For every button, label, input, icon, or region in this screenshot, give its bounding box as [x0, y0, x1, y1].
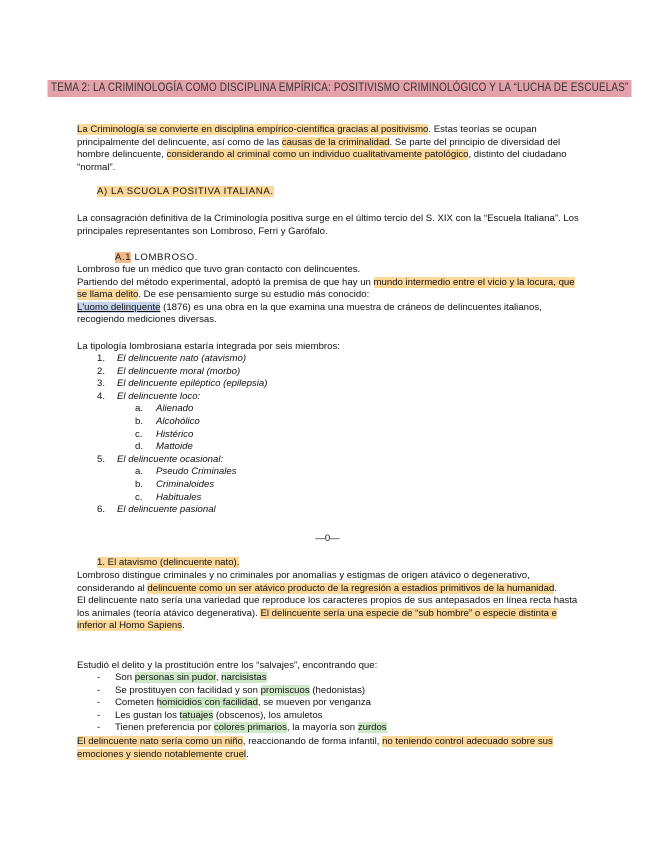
- typology-number: 6.: [97, 504, 106, 516]
- lombroso-heading-number: A.1: [115, 252, 132, 263]
- typology-item-6: [77, 504, 582, 517]
- subitem-letter: c.: [135, 491, 143, 503]
- intro-text: . Se parte del principio de diversidad del hombre delincuente,: [77, 136, 561, 161]
- subitem-letter: a.: [135, 403, 144, 415]
- typology-intro: La tipología lombrosiana estaría integrada por seis miembros:: [77, 341, 340, 352]
- typology-number: 3.: [97, 378, 106, 390]
- study-intro: Estudió el delito y la prostitución entre los “salvajes”, encontrando que:: [77, 660, 378, 671]
- document-title: TEMA 2: LA CRIMINOLOGÍA COMO DISCIPLINA EMPÍRICA: POSITIVISMO CRIMINOLÓGICO Y LA “LUCHA DE ESCUELAS”: [48, 80, 632, 97]
- finding-text: (hedonistas): [309, 684, 366, 696]
- dash-bullet: -: [97, 709, 101, 721]
- dash-bullet: -: [97, 672, 101, 683]
- finding-highlight: promiscuos: [260, 684, 310, 696]
- closing-paragraph: [77, 736, 582, 761]
- atavismo-highlight-regresion: delincuente como un ser atávico producto de la regresión a estadios primitivos de la humanidad: [147, 582, 555, 594]
- finding-highlight: personas sin pudor: [134, 672, 216, 683]
- subitem-letter: b.: [135, 478, 144, 490]
- dash-bullet: -: [97, 722, 101, 734]
- closing-text: , reaccionando de forma infantil,: [242, 736, 383, 747]
- intro-highlight-causas: causas de la criminalidad: [281, 136, 390, 148]
- section-a-heading-text: A) LA SCUOLA POSITIVA ITALIANA.: [97, 186, 274, 197]
- typology-subitem: [77, 492, 582, 505]
- finding-item: [77, 697, 582, 710]
- lombroso-line-1: Lombroso fue un médico que tuvo gran contacto con delincuentes.: [77, 264, 361, 275]
- atavismo-heading-text: 1. El atavismo (delincuente nato).: [97, 557, 240, 568]
- lombroso-line-2: [77, 277, 582, 302]
- closing-highlight-cruel: no teniendo control adecuado sobre sus emociones y siendo notablemente cruel: [77, 736, 553, 760]
- subitem-label: Histérico: [156, 428, 194, 440]
- finding-text: Se prostituyen con facilidad y son: [115, 684, 261, 696]
- lombroso-text: Partiendo del método experimental, adoptó la premisa de que hay un: [77, 276, 374, 288]
- subitem-label: Criminaloides: [156, 478, 215, 490]
- subitem-letter: d.: [135, 441, 144, 453]
- typology-subitem: [77, 429, 582, 442]
- typology-number: 1.: [97, 353, 106, 364]
- finding-text: Les gustan los: [115, 709, 180, 721]
- intro-text: , distinto del ciudadano “normal”.: [77, 149, 567, 173]
- typology-number: 2.: [97, 365, 106, 377]
- atavismo-heading: [77, 557, 582, 570]
- finding-text: ,: [215, 672, 222, 683]
- lombroso-heading-name: LOMBROSO.: [131, 252, 198, 263]
- finding-highlight: zurdos: [357, 722, 387, 734]
- intro-paragraph: [77, 124, 582, 174]
- typology-list: [77, 353, 582, 517]
- dash-bullet: -: [97, 684, 101, 696]
- section-a-paragraph: La consagración definitiva de la Criminología positiva surge en el último tercio del S. XIX con la “Escuela Italiana”. Los principales representantes son Lombroso, Ferri y Garófalo.: [77, 213, 579, 237]
- lombroso-heading: [77, 252, 582, 265]
- typology-label: El delincuente pasional: [117, 504, 216, 516]
- finding-text: , la mayoría son: [286, 722, 358, 734]
- typology-number: 4.: [97, 390, 106, 402]
- dash-bullet: -: [97, 697, 101, 709]
- subitem-label: Alienado: [156, 403, 194, 415]
- findings-list: [77, 672, 582, 735]
- finding-text: Son: [115, 672, 135, 683]
- typology-label: El delincuente moral (morbo): [117, 365, 241, 377]
- atavismo-highlight-subhombre: El delincuente sería una especie de “sub hombre” o especie distinta e inferior al Homo Sapiens: [77, 607, 557, 632]
- finding-item: [77, 710, 582, 723]
- typology-label: El delincuente ocasional:: [117, 453, 224, 465]
- lombroso-paragraph: [77, 264, 582, 327]
- book-title-uomo-delinquente: L'uomo delinquente: [77, 301, 161, 313]
- finding-item: [77, 685, 582, 698]
- typology-label: El delincuente epiléptico (epilepsia): [117, 378, 268, 390]
- finding-text: Tienen preferencia por: [115, 722, 214, 734]
- section-separator: —0—: [315, 533, 340, 544]
- subitem-letter: a.: [135, 466, 144, 478]
- subitem-label: Habituales: [156, 491, 202, 503]
- atavismo-text: Lombroso distingue criminales y no criminales por anomalías y estigmas de origen atávico o degenerativo, considerando al: [77, 570, 530, 594]
- typology-item-3: [77, 378, 582, 391]
- section-a-heading: [77, 186, 582, 199]
- typology-subitem: [77, 441, 582, 454]
- finding-highlight: narcisistas: [221, 672, 267, 683]
- subitem-letter: b.: [135, 415, 144, 427]
- typology-subitem: [77, 466, 582, 479]
- typology-item-2: [77, 366, 582, 379]
- title-container: [0, 78, 655, 97]
- typology-subitem: [77, 416, 582, 429]
- subitem-label: Pseudo Criminales: [156, 466, 237, 478]
- lombroso-text: . De ese pensamiento surge su estudio más conocido:: [138, 289, 370, 301]
- typology-subitem: [77, 479, 582, 492]
- lombroso-highlight-delito: mundo intermedio entre el vicio y la locura, que se llama delito: [77, 276, 575, 301]
- typology-number: 5.: [97, 453, 106, 465]
- subitem-letter: c.: [135, 428, 143, 440]
- atavismo-text: .: [554, 582, 557, 594]
- finding-item: [77, 722, 582, 735]
- intro-highlight-patologico: considerando al criminal como un individuo cualitativamente patológico: [166, 149, 469, 161]
- subitem-label: Mattoide: [156, 441, 193, 453]
- typology-label: El delincuente loco:: [117, 390, 201, 402]
- lombroso-text: (1876) es una obra en la que examina una muestra de cráneos de delincuentes italianos, recogiendo mediciones diversas.: [77, 301, 542, 326]
- intro-text: . Estas teorías se ocupan principalmente del delincuente, así como de las: [77, 124, 537, 148]
- finding-text: , se mueven por venganza: [257, 697, 371, 709]
- finding-text: Cometen: [115, 697, 157, 709]
- typology-item-5: [77, 454, 582, 467]
- finding-item: [77, 672, 582, 685]
- typology-subitem: [77, 403, 582, 416]
- lombroso-line-3: [77, 302, 582, 327]
- typology-label: El delincuente nato (atavismo): [117, 353, 247, 364]
- finding-highlight: homicidios con facilidad: [156, 697, 258, 709]
- finding-text: (obscenos), los amuletos: [213, 709, 323, 721]
- finding-highlight: colores primarios: [213, 722, 287, 734]
- atavismo-text: El delincuente nato sería una variedad que reproduce los caracteres propios de sus antepasados en línea recta hasta los animales (teoría atávico degenerativa).: [77, 595, 578, 619]
- intro-highlight-positivismo: La Criminología se convierte en disciplina empírico-científica gracias al positivismo: [77, 124, 429, 135]
- finding-highlight: tatuajes: [179, 709, 214, 721]
- closing-highlight-nino: El delincuente nato sería como un niño: [77, 736, 243, 747]
- atavismo-paragraph: [77, 570, 582, 633]
- closing-text: .: [246, 748, 249, 760]
- typology-item-1: [77, 353, 582, 366]
- atavismo-text: .: [182, 620, 185, 632]
- typology-item-4: [77, 391, 582, 404]
- subitem-label: Alcohólico: [156, 415, 200, 427]
